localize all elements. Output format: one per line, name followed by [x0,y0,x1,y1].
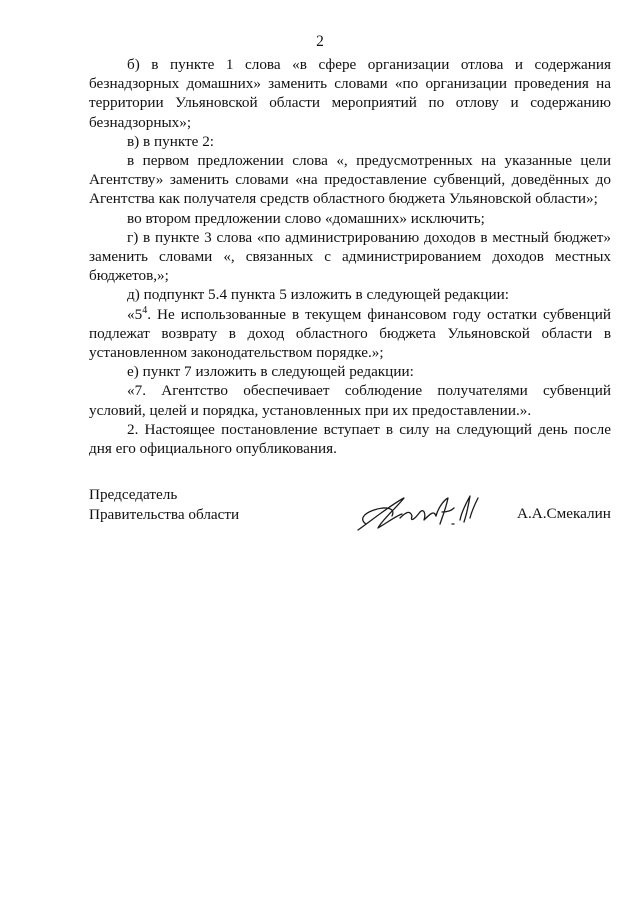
paragraph-new-7: «7. Агентство обеспечивает соблюдение получателями субвенций условий, целей и порядка, установленных при их предоставлении.». [89,382,611,419]
paragraph-item-b: б) в пункте 1 слова «в сфере организации отлова и содержания безнадзорных домашних» заменить словами «по организации проведения на территории Ульяновской области мероприятий по отлову и содержанию безнадзорных»; [89,56,611,131]
paragraph-new-5-4 [89,305,611,363]
paragraph-second-sentence: во втором предложении слово «домашних» исключить; [127,209,485,227]
signer-position-line1: Председатель [89,486,178,503]
document-body [89,55,611,458]
clause-superscript: 4 [142,304,148,316]
paragraph-item-v: в) в пункте 2: [127,132,215,150]
paragraph-item-d: д) подпункт 5.4 пункта 5 изложить в следующей редакции: [127,286,509,304]
clause-text: . Не использованные в текущем финансовом году остатки субвенций подлежат возврату в доход областного бюджета Ульяновской области в установленном законодательством порядке.»; [89,305,611,362]
clause-number: «5 [127,305,143,323]
signer-name: А.А.Смекалин [517,505,611,522]
handwritten-signature [352,490,482,538]
page-number: 2 [316,33,324,50]
paragraph-effective-date: 2. Настоящее постановление вступает в силу на следующий день после дня его официального опубликования. [89,420,611,458]
signer-position-line2: Правительства области [89,506,240,523]
paragraph-item-g: г) в пункте 3 слова «по администрированию доходов в местный бюджет» заменить словами «, связанных с администрированием доходов местных бюджетов,»; [89,228,611,285]
signer-position [89,485,239,525]
paragraph-item-e: е) пункт 7 изложить в следующей редакции: [127,363,414,381]
paragraph-first-sentence: в первом предложении слова «, предусмотренных на указанные цели Агентству» заменить словами «на предоставление субвенций, доведённых до Агентства как получателя средств областного бюджета Ульяновской области»; [89,152,611,208]
